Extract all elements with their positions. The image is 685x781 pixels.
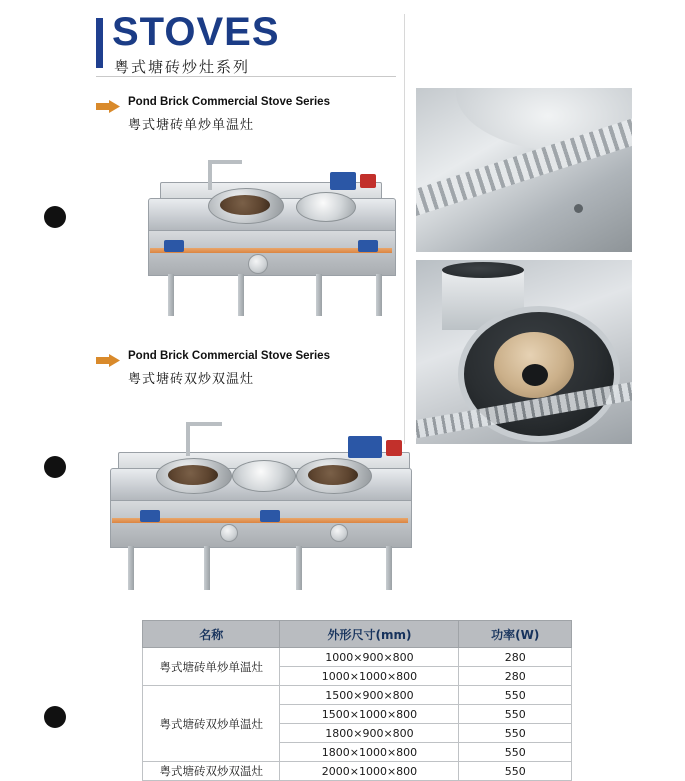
cell-dimensions: 1000×1000×800 bbox=[280, 667, 459, 686]
stove-leg bbox=[204, 546, 210, 590]
certification-badge bbox=[386, 440, 402, 456]
cell-product-name: 粤式塘砖双炒单温灶 bbox=[143, 686, 280, 762]
page-subtitle: 粤式塘砖炒灶系列 bbox=[114, 58, 251, 76]
faucet-post bbox=[186, 422, 190, 456]
column-header-name: 名称 bbox=[143, 621, 280, 648]
section-title-cn: 粤式塘砖单炒单温灶 bbox=[128, 118, 255, 133]
section-title-en: Pond Brick Commercial Stove Series bbox=[128, 96, 330, 108]
column-header-power: 功率(W) bbox=[459, 621, 572, 648]
binder-hole bbox=[44, 456, 66, 478]
body-label bbox=[260, 510, 280, 522]
main-burner-left-brick bbox=[168, 465, 218, 485]
main-burner-brick bbox=[220, 195, 270, 215]
stove-leg bbox=[296, 546, 302, 590]
stove-leg bbox=[376, 274, 382, 316]
brand-badge bbox=[348, 436, 382, 458]
chimney-opening bbox=[442, 262, 524, 278]
control-knob bbox=[330, 524, 348, 542]
control-knob bbox=[220, 524, 238, 542]
certification-badge bbox=[360, 174, 376, 188]
binder-hole bbox=[44, 706, 66, 728]
fastener-bolt bbox=[574, 204, 583, 213]
stove-leg bbox=[238, 274, 244, 316]
main-burner-right-brick bbox=[308, 465, 358, 485]
stove-leg bbox=[128, 546, 134, 590]
body-label bbox=[358, 240, 378, 252]
body-label bbox=[140, 510, 160, 522]
stove-leg bbox=[386, 546, 392, 590]
stove-decor-band bbox=[150, 248, 392, 253]
section-title-en: Pond Brick Commercial Stove Series bbox=[128, 350, 330, 362]
product-image-single-stove bbox=[120, 148, 410, 328]
product-image-double-stove bbox=[100, 400, 430, 595]
faucet-post bbox=[208, 160, 212, 190]
cell-product-name: 粤式塘砖双炒双温灶 bbox=[143, 762, 280, 781]
detail-image-worktop bbox=[416, 88, 632, 252]
burner-center-hole bbox=[522, 364, 548, 386]
brand-badge bbox=[330, 172, 356, 190]
cell-power: 550 bbox=[459, 724, 572, 743]
stove-body bbox=[148, 230, 396, 276]
cell-power: 280 bbox=[459, 648, 572, 667]
page-title: STOVES bbox=[112, 10, 280, 54]
cell-dimensions: 1500×900×800 bbox=[280, 686, 459, 705]
table-row bbox=[143, 648, 572, 667]
detail-image-burner bbox=[416, 260, 632, 444]
stove-leg bbox=[316, 274, 322, 316]
cell-power: 280 bbox=[459, 667, 572, 686]
cell-power: 550 bbox=[459, 762, 572, 781]
soup-pot-ring bbox=[296, 192, 356, 222]
cell-power: 550 bbox=[459, 686, 572, 705]
soup-pot-ring bbox=[232, 460, 296, 492]
header-divider bbox=[96, 76, 396, 77]
table-header-row bbox=[143, 621, 572, 648]
cell-dimensions: 1500×1000×800 bbox=[280, 705, 459, 724]
table-row bbox=[143, 686, 572, 705]
column-header-dimensions: 外形尺寸(mm) bbox=[280, 621, 459, 648]
cell-dimensions: 1800×1000×800 bbox=[280, 743, 459, 762]
cell-power: 550 bbox=[459, 705, 572, 724]
stove-leg bbox=[168, 274, 174, 316]
control-knob bbox=[248, 254, 268, 274]
specification-table bbox=[142, 620, 572, 781]
page-header bbox=[96, 10, 396, 76]
cell-dimensions: 1000×900×800 bbox=[280, 648, 459, 667]
cell-dimensions: 2000×1000×800 bbox=[280, 762, 459, 781]
stove-body bbox=[110, 500, 412, 548]
cell-dimensions: 1800×900×800 bbox=[280, 724, 459, 743]
faucet-arm bbox=[186, 422, 222, 426]
cell-product-name: 粤式塘砖单炒单温灶 bbox=[143, 648, 280, 686]
cell-power: 550 bbox=[459, 743, 572, 762]
header-accent-bar bbox=[96, 18, 103, 68]
binder-hole bbox=[44, 206, 66, 228]
section-title-cn: 粤式塘砖双炒双温灶 bbox=[128, 372, 255, 387]
faucet-arm bbox=[208, 160, 242, 164]
table-row bbox=[143, 762, 572, 781]
body-label bbox=[164, 240, 184, 252]
